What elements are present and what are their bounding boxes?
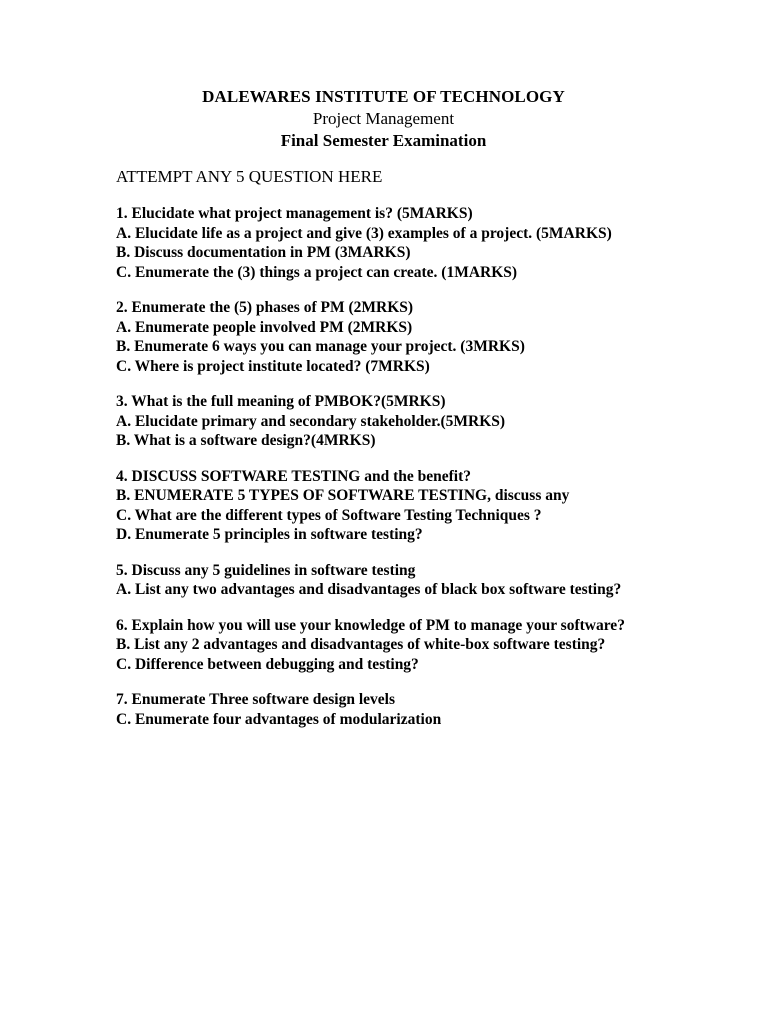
exam-title: Final Semester Examination [280,131,487,150]
institution-name: DALEWARES INSTITUTE OF TECHNOLOGY [202,87,565,106]
question-line: B. Enumerate 6 ways you can manage your project. (3MRKS) [116,338,525,355]
question-5 [116,561,651,600]
question-3 [116,392,651,451]
subject-title: Project Management [312,109,455,128]
exam-paper [116,86,651,729]
question-line: D. Enumerate 5 principles in software testing? [116,526,423,543]
question-line: A. Enumerate people involved PM (2MRKS) [116,318,413,336]
question-line: B. Discuss documentation in PM (3MARKS) [116,244,411,261]
question-6 [116,616,651,675]
question-line: B. ENUMERATE 5 TYPES OF SOFTWARE TESTING, discuss any [116,487,570,504]
question-line: 7. Enumerate Three software design levels [116,691,395,708]
question-line: C. Enumerate the (3) things a project can create. (1MARKS) [116,263,518,281]
question-line: 3. What is the full meaning of PMBOK?(5MRKS) [116,393,446,410]
question-line: C. What are the different types of Software Testing Techniques ? [116,506,542,524]
question-line: B. List any 2 advantages and disadvantages of white-box software testing? [116,636,606,653]
question-line: 5. Discuss any 5 guidelines in software testing [116,561,416,579]
question-7 [116,690,651,729]
exam-header [116,86,651,152]
question-line: C. Difference between debugging and testing? [116,655,419,673]
question-line: 1. Elucidate what project management is? (5MARKS) [116,205,473,222]
question-line: A. Elucidate primary and secondary stakeholder.(5MRKS) [116,412,506,430]
question-line: A. List any two advantages and disadvantages of black box software testing? [116,581,622,598]
instruction-text: ATTEMPT ANY 5 QUESTION HERE [116,167,383,186]
question-line: 2. Enumerate the (5) phases of PM (2MRKS) [116,299,414,316]
question-2 [116,298,651,376]
question-4 [116,467,651,545]
question-line: B. What is a software design?(4MRKS) [116,432,376,449]
question-line: 6. Explain how you will use your knowledge of PM to manage your software? [116,616,625,634]
question-line: C. Where is project institute located? (7MRKS) [116,357,430,375]
question-line: C. Enumerate four advantages of modularization [116,710,442,728]
question-line: A. Elucidate life as a project and give (3) examples of a project. (5MARKS) [116,224,612,242]
question-line: 4. DISCUSS SOFTWARE TESTING and the benefit? [116,467,472,485]
question-1 [116,204,651,282]
